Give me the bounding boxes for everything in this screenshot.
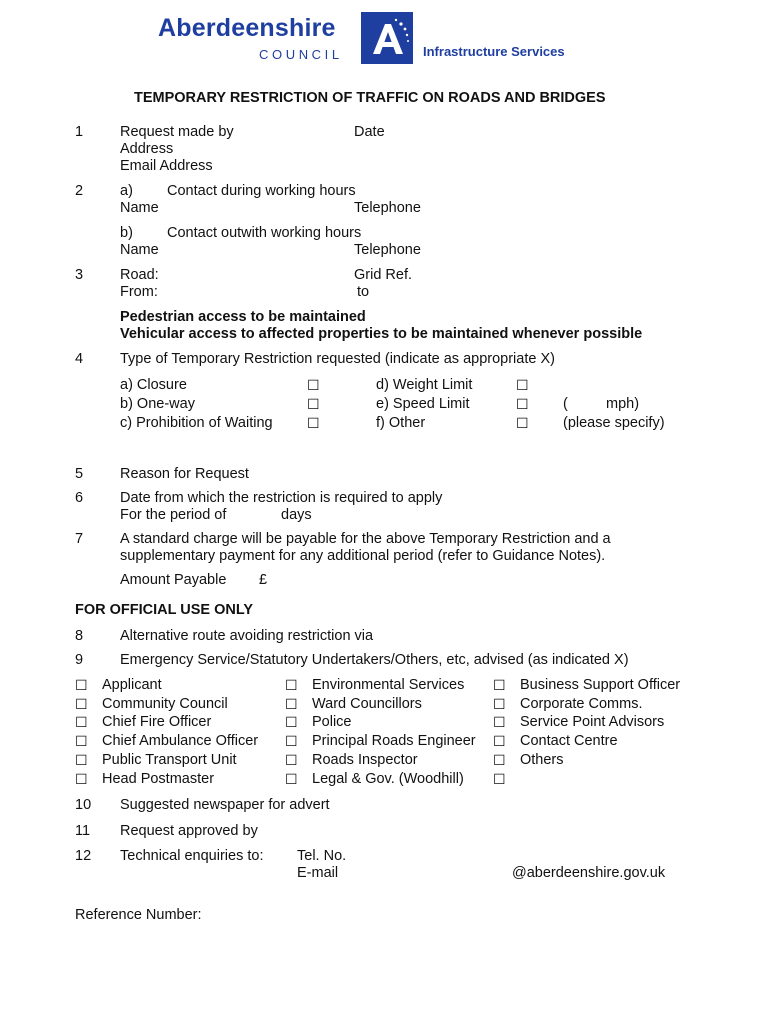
- community-council-checkbox[interactable]: ☐: [75, 696, 88, 712]
- roads-inspector-checkbox[interactable]: ☐: [285, 752, 298, 768]
- section-number: 8: [75, 628, 84, 644]
- public-transport-unit-checkbox[interactable]: ☐: [75, 752, 88, 768]
- contact-working-hours-label: Contact during working hours: [167, 183, 356, 199]
- corporate-comms-checkbox[interactable]: ☐: [493, 696, 506, 712]
- email-label: E-mail: [297, 865, 339, 881]
- vehicular-access-note: Vehicular access to affected properties to be maintained whenever possible: [120, 326, 643, 342]
- approved-by-label: Request approved by: [120, 823, 258, 839]
- head-postmaster-label: Head Postmaster: [102, 771, 215, 787]
- pound-sign: £: [259, 572, 268, 588]
- weight-limit-checkbox[interactable]: ☐: [516, 377, 529, 393]
- restriction-type-label: Type of Temporary Restriction requested (indicate as appropriate X): [120, 351, 555, 367]
- contact-b-telephone-label: Telephone: [354, 242, 421, 258]
- contact-outwith-hours-label: Contact outwith working hours: [167, 225, 362, 241]
- contact-b-name-label: Name: [120, 242, 159, 258]
- principal-roads-engineer-checkbox[interactable]: ☐: [285, 733, 298, 749]
- pedestrian-access-note: Pedestrian access to be maintained: [120, 309, 366, 325]
- from-label: From:: [120, 284, 158, 300]
- prohibition-waiting-checkbox[interactable]: ☐: [307, 415, 320, 431]
- form-title: TEMPORARY RESTRICTION OF TRAFFIC ON ROADS AND BRIDGES: [134, 90, 606, 106]
- others-checkbox[interactable]: ☐: [493, 752, 506, 768]
- alternative-route-label: Alternative route avoiding restriction via: [120, 628, 374, 644]
- option-one-way: b) One-way: [120, 396, 195, 412]
- section-number: 3: [75, 267, 84, 283]
- contact-a-name-label: Name: [120, 200, 159, 216]
- email-label: Email Address: [120, 158, 213, 174]
- request-made-by-label: Request made by: [120, 124, 234, 140]
- option-speed-limit: e) Speed Limit: [376, 396, 470, 412]
- speed-limit-checkbox[interactable]: ☐: [516, 396, 529, 412]
- public-transport-unit-label: Public Transport Unit: [102, 752, 237, 768]
- environmental-services-label: Environmental Services: [312, 677, 465, 693]
- contact-a-letter: a): [120, 183, 133, 199]
- ward-councillors-label: Ward Councillors: [312, 696, 422, 712]
- section-number: 4: [75, 351, 84, 367]
- option-other: f) Other: [376, 415, 426, 431]
- newspaper-label: Suggested newspaper for advert: [120, 797, 330, 813]
- roads-inspector-label: Roads Inspector: [312, 752, 418, 768]
- section-number: 9: [75, 652, 84, 668]
- applicant-label: Applicant: [102, 677, 162, 693]
- applicant-checkbox[interactable]: ☐: [75, 677, 88, 693]
- address-label: Address: [120, 141, 174, 157]
- amount-payable-label: Amount Payable: [120, 572, 227, 588]
- environmental-services-checkbox[interactable]: ☐: [285, 677, 298, 693]
- contact-a-telephone-label: Telephone: [354, 200, 421, 216]
- road-label: Road:: [120, 267, 159, 283]
- department-name: Infrastructure Services: [423, 44, 565, 59]
- contact-centre-checkbox[interactable]: ☐: [493, 733, 506, 749]
- start-date-label: Date from which the restriction is required to apply: [120, 490, 443, 506]
- charge-text-line2: supplementary payment for any additional period (refer to Guidance Notes).: [120, 548, 606, 564]
- other-checkbox[interactable]: ☐: [516, 415, 529, 431]
- chief-fire-officer-label: Chief Fire Officer: [102, 714, 212, 730]
- others-label: Others: [520, 752, 564, 768]
- charge-text-line1: A standard charge will be payable for the above Temporary Restriction and a: [120, 531, 611, 547]
- principal-roads-engineer-label: Principal Roads Engineer: [312, 733, 476, 749]
- reason-label: Reason for Request: [120, 466, 249, 482]
- email-domain: @aberdeenshire.gov.uk: [512, 865, 666, 881]
- service-point-advisors-label: Service Point Advisors: [520, 714, 665, 730]
- head-postmaster-checkbox[interactable]: ☐: [75, 771, 88, 787]
- option-closure: a) Closure: [120, 377, 187, 393]
- chief-ambulance-officer-label: Chief Ambulance Officer: [102, 733, 259, 749]
- council-logo-icon: [361, 12, 413, 64]
- contact-centre-label: Contact Centre: [520, 733, 618, 749]
- option-prohibition-waiting: c) Prohibition of Waiting: [120, 415, 273, 431]
- one-way-checkbox[interactable]: ☐: [307, 396, 320, 412]
- mph-open-paren: (: [563, 396, 568, 412]
- legal-gov-label: Legal & Gov. (Woodhill): [312, 771, 464, 787]
- section-number: 5: [75, 466, 84, 482]
- org-sub: COUNCIL: [259, 47, 343, 62]
- corporate-comms-label: Corporate Comms.: [520, 696, 643, 712]
- technical-enquiries-label: Technical enquiries to:: [120, 848, 264, 864]
- section-number: 10: [75, 797, 92, 813]
- closure-checkbox[interactable]: ☐: [307, 377, 320, 393]
- advised-label: Emergency Service/Statutory Undertakers/Others, etc, advised (as indicated X): [120, 652, 629, 668]
- to-label: to: [357, 284, 370, 300]
- section-number: 2: [75, 183, 84, 199]
- org-name: Aberdeenshire: [158, 14, 336, 42]
- official-use-heading: FOR OFFICIAL USE ONLY: [75, 602, 254, 618]
- section-number: 6: [75, 490, 84, 506]
- chief-fire-officer-checkbox[interactable]: ☐: [75, 714, 88, 730]
- police-checkbox[interactable]: ☐: [285, 714, 298, 730]
- mph-label: mph): [606, 396, 640, 412]
- blank-checkbox[interactable]: ☐: [493, 771, 506, 787]
- option-weight-limit: d) Weight Limit: [376, 377, 473, 393]
- service-point-advisors-checkbox[interactable]: ☐: [493, 714, 506, 730]
- section-number: 12: [75, 848, 92, 864]
- grid-ref-label: Grid Ref.: [354, 267, 413, 283]
- reference-number-label: Reference Number:: [75, 907, 202, 923]
- legal-gov-checkbox[interactable]: ☐: [285, 771, 298, 787]
- days-label: days: [281, 507, 312, 523]
- period-label: For the period of: [120, 507, 227, 523]
- section-number: 1: [75, 124, 84, 140]
- business-support-officer-checkbox[interactable]: ☐: [493, 677, 506, 693]
- ward-councillors-checkbox[interactable]: ☐: [285, 696, 298, 712]
- date-label: Date: [354, 124, 385, 140]
- contact-b-letter: b): [120, 225, 133, 241]
- chief-ambulance-officer-checkbox[interactable]: ☐: [75, 733, 88, 749]
- please-specify-label: (please specify): [563, 415, 665, 431]
- business-support-officer-label: Business Support Officer: [520, 677, 681, 693]
- police-label: Police: [312, 714, 352, 730]
- tel-no-label: Tel. No.: [297, 848, 347, 864]
- community-council-label: Community Council: [102, 696, 228, 712]
- section-number: 7: [75, 531, 84, 547]
- section-number: 11: [75, 823, 91, 839]
